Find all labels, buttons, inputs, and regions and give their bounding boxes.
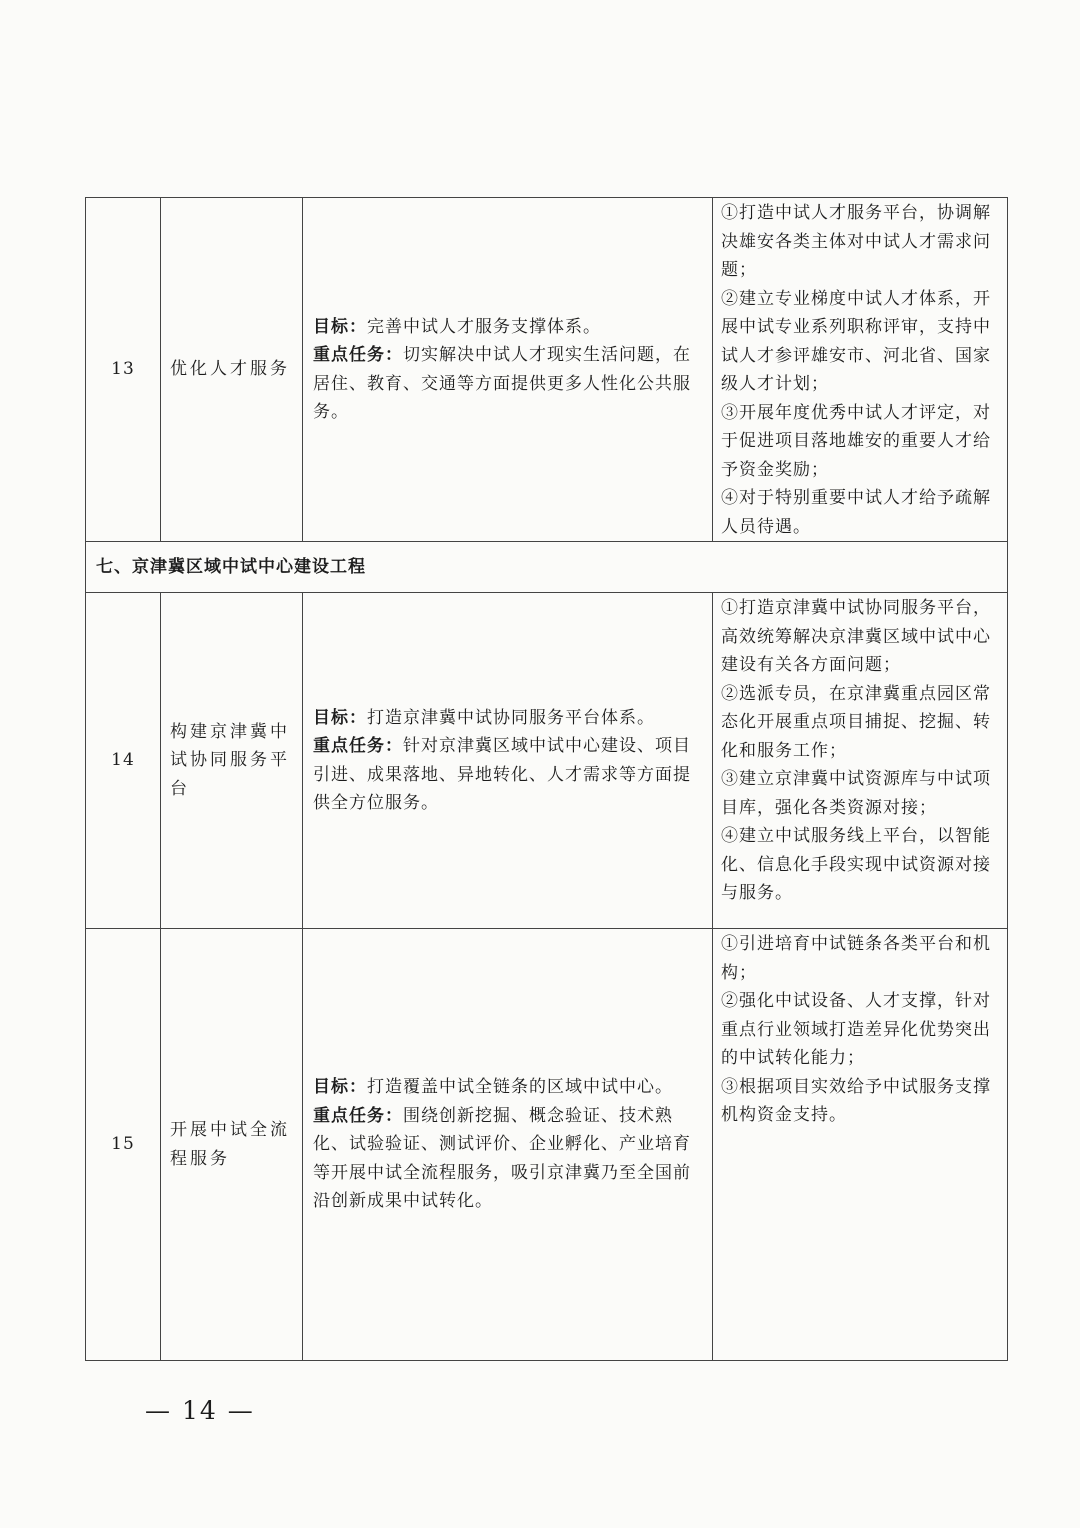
measure-item: ①打造京津冀中试协同服务平台，高效统筹解决京津冀区域中试中心建设有关各方面问题； bbox=[721, 598, 991, 675]
measure-item: ②选派专员，在京津冀重点园区常态化开展重点项目捕捉、挖掘、转化和服务工作； bbox=[721, 683, 991, 761]
project-name: 优化人才服务 bbox=[161, 198, 303, 542]
measure-item: ②建立专业梯度中试人才体系，开展中试专业系列职称评审，支持中试人才参评雄安市、河北省、国家级人才计划； bbox=[721, 288, 991, 394]
task-label: 重点任务： bbox=[313, 345, 403, 365]
task-label: 重点任务： bbox=[313, 736, 403, 756]
task-text: 针对京津冀区域中试中心建设、项目引进、成果落地、异地转化、人才需求等方面提供全方位服务。 bbox=[313, 736, 691, 813]
section-row bbox=[86, 542, 1008, 593]
project-description bbox=[303, 929, 713, 1361]
goal-label: 目标： bbox=[313, 707, 367, 728]
table-row bbox=[86, 929, 1008, 1361]
row-number: 13 bbox=[86, 198, 161, 542]
project-name: 开展中试全流程服务 bbox=[161, 929, 303, 1361]
measure-item: ①打造中试人才服务平台，协调解决雄安各类主体对中试人才需求问题； bbox=[721, 203, 991, 280]
measure-item: ③建立京津冀中试资源库与中试项目库，强化各类资源对接； bbox=[721, 769, 991, 818]
row-number: 15 bbox=[86, 929, 161, 1361]
measure-item: ①引进培育中试链条各类平台和机构； bbox=[721, 934, 991, 983]
goal-text: 完善中试人才服务支撑体系。 bbox=[367, 316, 601, 337]
table-row bbox=[86, 198, 1008, 542]
page-number: — 14 — bbox=[145, 1396, 255, 1425]
goal-label: 目标： bbox=[313, 1077, 367, 1098]
plan-table bbox=[85, 197, 1008, 1361]
goal-label: 目标： bbox=[313, 316, 367, 337]
measure-item: ③开展年度优秀中试人才评定，对于促进项目落地雄安的重要人才给予资金奖励； bbox=[721, 402, 991, 480]
project-description bbox=[303, 198, 713, 542]
project-name: 构建京津冀中试协同服务平台 bbox=[161, 593, 303, 929]
measure-item: ④对于特别重要中试人才给予疏解人员待遇。 bbox=[721, 488, 991, 537]
section-title: 七、京津冀区域中试中心建设工程 bbox=[86, 542, 1008, 593]
measures-cell bbox=[713, 929, 1008, 1361]
measure-item: ②强化中试设备、人才支撑，针对重点行业领域打造差异化优势突出的中试转化能力； bbox=[721, 991, 991, 1068]
measure-item: ③根据项目实效给予中试服务支撑机构资金支持。 bbox=[721, 1076, 991, 1125]
task-label: 重点任务： bbox=[313, 1105, 403, 1126]
measure-item: ④建立中试服务线上平台，以智能化、信息化手段实现中试资源对接与服务。 bbox=[721, 826, 991, 903]
task-text: 围绕创新挖掘、概念验证、技术熟化、试验验证、测试评价、企业孵化、产业培育等开展中试全流程服务，吸引京津冀乃至全国前沿创新成果中试转化。 bbox=[313, 1105, 691, 1212]
goal-text: 打造京津冀中试协同服务平台体系。 bbox=[367, 707, 655, 728]
project-description bbox=[303, 593, 713, 929]
row-number: 14 bbox=[86, 593, 161, 929]
task-text: 切实解决中试人才现实生活问题，在居住、教育、交通等方面提供更多人性化公共服务。 bbox=[313, 345, 691, 422]
goal-text: 打造覆盖中试全链条的区域中试中心。 bbox=[367, 1077, 673, 1098]
table-row bbox=[86, 593, 1008, 929]
measures-cell bbox=[713, 198, 1008, 542]
measures-cell bbox=[713, 593, 1008, 929]
